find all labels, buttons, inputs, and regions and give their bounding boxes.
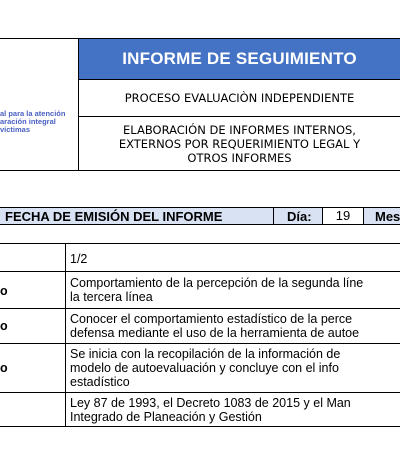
subprocess-line-1: ELABORACIÓN DE INFORMES INTERNOS, bbox=[123, 122, 356, 137]
logo-line-1: al para la atención bbox=[0, 109, 66, 118]
row-value bbox=[70, 396, 351, 424]
row-value bbox=[70, 252, 87, 266]
entity-logo bbox=[0, 110, 78, 140]
table-rule-5 bbox=[0, 426, 400, 427]
table-row bbox=[0, 393, 400, 426]
row-value-line: Se inicia con la recopilación de la información de bbox=[70, 347, 341, 361]
row-value-line: Comportamiento de la percepción de la segunda líne bbox=[70, 276, 364, 290]
emission-divider-3 bbox=[363, 208, 364, 224]
row-value bbox=[70, 312, 359, 340]
row-value bbox=[70, 276, 363, 304]
row-value-line: modelo de autoevaluación y concluye con el info bbox=[70, 361, 339, 375]
row-value-line: Ley 87 de 1993, el Decreto 1083 de 2015 y el Man bbox=[70, 396, 351, 410]
row-value-line: la tercera línea bbox=[70, 290, 153, 304]
row-value-line: 1/2 bbox=[70, 252, 88, 266]
row-value-line: estadístico bbox=[70, 375, 130, 389]
subprocess-line-3: OTROS INFORMES bbox=[187, 150, 292, 165]
emission-divider-1 bbox=[273, 208, 274, 224]
month-label: Mes bbox=[375, 208, 400, 224]
subprocess-line-2: EXTERNOS POR REQUERIMIENTO LEGAL Y bbox=[118, 136, 361, 151]
emission-date-bar bbox=[0, 207, 400, 225]
row-value-line: defensa mediante el uso de la herramienta de autoe bbox=[70, 326, 360, 340]
row-label: o bbox=[0, 284, 8, 298]
row-value bbox=[70, 347, 340, 389]
emission-label: FECHA DE EMISIÓN DEL INFORME bbox=[5, 208, 223, 224]
process-name: PROCESO EVALUACIÒN INDEPENDIENTE bbox=[124, 91, 355, 105]
table-row bbox=[0, 244, 400, 271]
header-bottom-border bbox=[0, 170, 400, 171]
day-value: 19 bbox=[323, 208, 363, 224]
subprocess-name bbox=[79, 117, 400, 170]
day-label: Día: bbox=[287, 208, 312, 224]
table-row bbox=[0, 272, 400, 308]
row-label: o bbox=[0, 361, 8, 375]
report-title: INFORME DE SEGUIMIENTO bbox=[79, 39, 400, 79]
row-label: o bbox=[0, 319, 8, 333]
logo-line-2: aración integral bbox=[0, 117, 56, 126]
row-value-line: Conocer el comportamiento estadístico de la perce bbox=[70, 312, 353, 326]
logo-line-3: víctimas bbox=[0, 125, 31, 134]
table-row bbox=[0, 344, 400, 392]
row-value-line: Integrado de Planeación y Gestión bbox=[70, 410, 262, 424]
table-row bbox=[0, 309, 400, 343]
